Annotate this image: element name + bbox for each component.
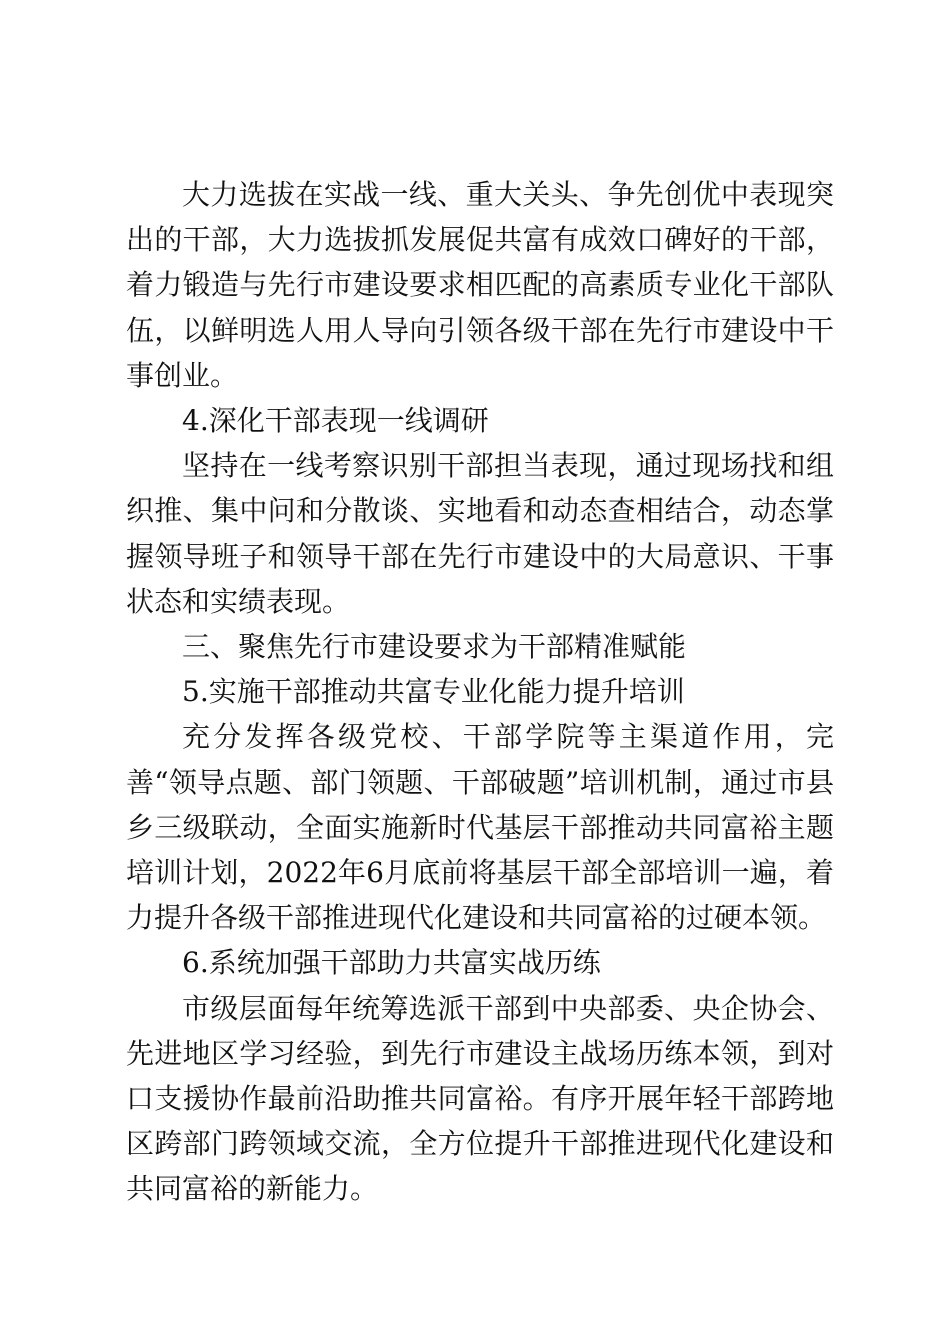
paragraph-training: 充分发挥各级党校、干部学院等主渠道作用，完善“领导点题、部门领题、干部破题”培训机制，通过市县乡三级联动，全面实施新时代基层干部推动共同富裕主题培训计划，2022年6月底前将基层干部全部培训一遍，着力提升各级干部推进现代化建设和共同富裕的过硬本领。 (126, 720, 834, 935)
heading-item-6: 6.系统加强干部助力共富实战历练 (182, 946, 601, 980)
heading-item-4: 4.深化干部表现一线调研 (182, 404, 489, 438)
paragraph-cadre-selection: 大力选拔在实战一线、重大关头、争先创优中表现突出的干部，大力选拔抓发展促共富有成效口碑好的干部，着力锻造与先行市建设要求相匹配的高素质专业化干部队伍，以鲜明选人用人导向引领各级干部在先行市建设中干事创业。 (126, 178, 834, 392)
paragraph-frontline-research: 坚持在一线考察识别干部担当表现，通过现场找和组织推、集中问和分散谈、实地看和动态查相结合，动态掌握领导班子和领导干部在先行市建设中的大局意识、干事状态和实绩表现。 (126, 449, 834, 618)
heading-item-5: 5.实施干部推动共富专业化能力提升培训 (182, 675, 685, 709)
paragraph-practice: 市级层面每年统筹选派干部到中央部委、央企协会、先进地区学习经验，到先行市建设主战场历练本领，到对口支援协作最前沿助推共同富裕。有序开展年轻干部跨地区跨部门跨领域交流，全方位提升干部推进现代化建设和共同富裕的新能力。 (126, 991, 834, 1206)
document-body (126, 172, 834, 1212)
section-heading-3: 三、聚焦先行市建设要求为干部精准赋能 (182, 630, 687, 664)
